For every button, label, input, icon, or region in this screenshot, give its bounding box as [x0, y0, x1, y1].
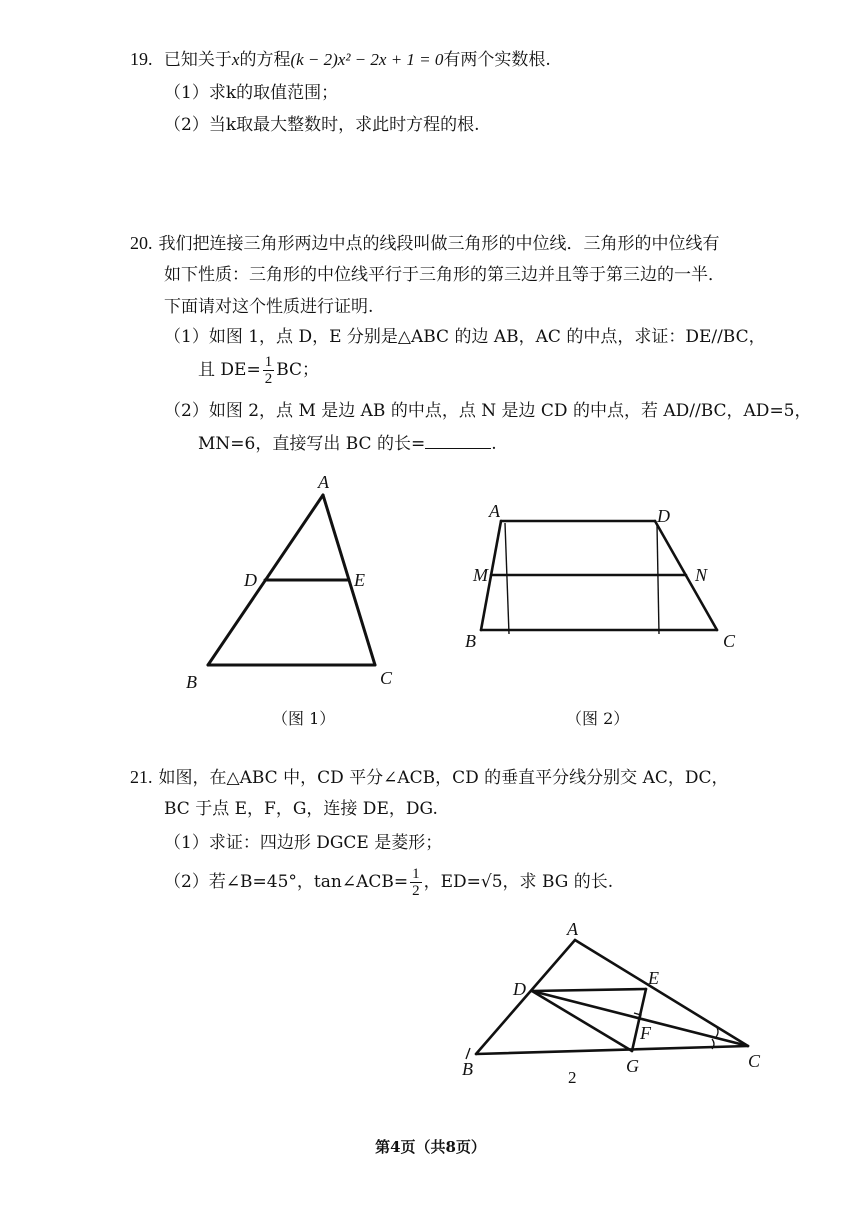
fig3-label-d: D: [513, 979, 526, 999]
q20-line1-text: 我们把连接三角形两边中点的线段叫做三角形的中位线．三角形的中位线有: [158, 234, 720, 254]
q20-answer-blank: [425, 432, 491, 449]
fig2-label-d: D: [657, 506, 670, 526]
q20-fraction-numerator: 1: [264, 354, 273, 370]
fig3-handwritten-mark: 2: [568, 1068, 577, 1087]
q20-line2: 如下性质：三角形的中位线平行于三角形的第三边并且等于第三边的一半．: [164, 265, 725, 285]
fig3-side-bc: [476, 1046, 748, 1054]
fig3-label-g: G: [626, 1056, 639, 1076]
q19-number: 19.: [130, 49, 153, 69]
fig3-segment-de: [532, 989, 646, 991]
q19-stem-b: 的方程: [239, 50, 291, 70]
fig3-label-e: E: [648, 968, 659, 988]
q21-number: 21.: [130, 767, 153, 787]
fig3-side-ac: [575, 940, 748, 1046]
fig3-label-f: F: [640, 1023, 651, 1043]
page-number: 第4页（共8页）: [375, 1138, 486, 1156]
fig3-label-a: A: [567, 919, 578, 939]
fig2-label-c: C: [723, 631, 736, 651]
fig1-label-a: A: [318, 472, 329, 492]
q21-part2-pre: （2）若∠B=45°，tan∠ACB=: [164, 872, 409, 892]
q20-part2-b-text: MN=6，直接写出 BC 的长=: [198, 434, 426, 454]
fig3-angle-mark-lower: [712, 1039, 714, 1049]
fig1-label-b: B: [186, 672, 197, 692]
fig2-label-b: B: [465, 631, 476, 651]
fig2-label-n: N: [695, 565, 708, 585]
q20-part1-a: （1）如图 1，点 D，E 分别是△ABC 的边 AB，AC 的中点，求证：DE//BC，: [164, 327, 766, 347]
q21-fraction-denominator: 2: [412, 883, 420, 899]
fig3-segment-dg: [532, 991, 632, 1051]
q21-line1-text: 如图，在△ABC 中，CD 平分∠ACB，CD 的垂直平分线分别交 AC，DC，: [158, 768, 729, 788]
q20-part1-b-pre: 且 DE=: [198, 360, 261, 380]
q19-part2: （2）当k取最大整数时，求此时方程的根.: [164, 115, 480, 135]
q21-part2: [164, 866, 613, 899]
q21-fraction-numerator: 1: [412, 866, 420, 882]
q20-part1-b-post: BC；: [276, 360, 320, 380]
q19-stem-c: 有两个实数根.: [443, 50, 551, 70]
q21-fraction: [410, 866, 422, 899]
fig3-label-c: C: [748, 1051, 761, 1071]
figure-1: [170, 470, 420, 700]
q20-line3: 下面请对这个性质进行证明.: [164, 297, 374, 317]
q20-part2-b: [198, 432, 497, 455]
q21-line1: [130, 766, 729, 789]
fig2-label-m: M: [473, 565, 488, 585]
q21-part2-post: ，ED=√5，求 BG 的长.: [423, 872, 614, 892]
q19-stem: [130, 48, 551, 71]
q20-part2-b-end: .: [491, 434, 497, 454]
fig1-label-c: C: [380, 668, 393, 688]
q20-fraction: [263, 354, 275, 387]
fig1-label-e: E: [354, 570, 365, 590]
q19-part1: （1）求k的取值范围；: [164, 83, 339, 103]
figure-2-caption: （图 2）: [566, 709, 630, 728]
fig3-tick-b: [466, 1048, 470, 1059]
fig2-height-right: [657, 525, 659, 634]
q21-part1: （1）求证：四边形 DGCE 是菱形；: [164, 833, 443, 853]
figure-2: [455, 495, 755, 665]
q20-line1: [130, 232, 720, 255]
q19-stem-a: 已知关于: [163, 50, 232, 70]
q20-fraction-denominator: 2: [264, 371, 273, 387]
figure-1-caption: （图 1）: [272, 709, 336, 728]
q19-equation: (k − 2)x² − 2x + 1 = 0: [290, 50, 444, 69]
fig2-height-left: [505, 523, 509, 634]
fig3-label-b: B: [462, 1059, 473, 1079]
fig1-label-d: D: [244, 570, 257, 590]
q20-part2-a: （2）如图 2，点 M 是边 AB 的中点，点 N 是边 CD 的中点，若 AD//BC，AD=5，: [164, 401, 812, 421]
fig2-label-a: A: [489, 501, 500, 521]
q20-part1-b: [198, 354, 319, 387]
q21-line2: BC 于点 E，F，G，连接 DE，DG.: [164, 799, 438, 819]
q20-number: 20.: [130, 233, 153, 253]
figure-3: [450, 915, 780, 1095]
q19-var-x: x: [231, 50, 240, 69]
